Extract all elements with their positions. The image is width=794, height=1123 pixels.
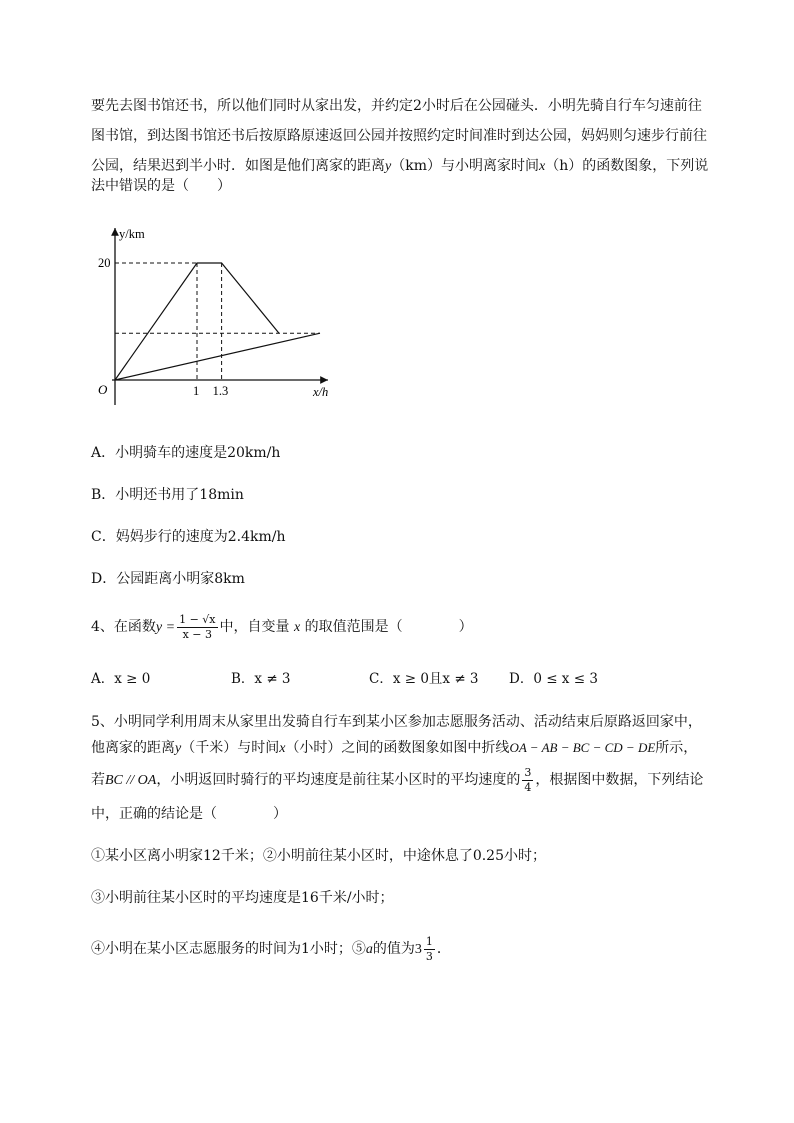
q3-option-a: A．小明骑车的速度是20km/h — [91, 445, 281, 461]
series-mom-line — [115, 333, 320, 380]
q5-parallel: BC // OA — [105, 773, 157, 788]
q5-var-a: a — [365, 942, 373, 957]
q4-suffix: 中，自变量 — [219, 619, 290, 635]
q4-var: x — [293, 620, 301, 635]
q3-text-line-2: 图书馆，到达图书馆还书后按原路原速返回公园并按照约定时间准时到达公园，妈妈则匀速步行前往 — [91, 128, 707, 144]
q5-line-1: 5、小明同学利用周末从家里出发骑自行车到某小区参加志愿服务活动、活动结束后原路返回家中， — [91, 714, 702, 730]
q3-line3-end: （h）的函数图象，下列说 — [545, 158, 709, 174]
q5-l2-b: （千米）与时间 — [181, 740, 280, 756]
q5-path: OA − AB − BC − CD − DE — [509, 740, 656, 755]
q3-line3-mid: （km）与小明离家时间 — [391, 158, 539, 174]
q5-line-3 — [91, 765, 703, 796]
x-tick-label-1: 1 — [193, 384, 200, 398]
q5-s3-b: 的值为 — [372, 941, 415, 957]
var-x: x — [538, 159, 546, 174]
q5-s3-end: ． — [436, 941, 451, 957]
var-y: y — [385, 159, 392, 174]
q5-l2-a: 他离家的距离 — [91, 740, 175, 756]
q5-line-4: 中，正确的结论是（ ） — [91, 806, 287, 822]
q4-suffix2: 的取值范围是（ ） — [304, 619, 473, 635]
q5-frac-num: 3 — [524, 765, 532, 779]
q5-frac-den: 4 — [524, 780, 532, 794]
q4-option-c: C．x ≥ 0且x ≠ 3 — [369, 671, 479, 687]
q5-statement-2: ③小明前往某小区时的平均速度是16千米/小时； — [91, 890, 394, 906]
q3-text-line-3 — [91, 156, 708, 177]
q4-option-b: B．x ≠ 3 — [231, 671, 291, 687]
q3-option-b: B．小明还书用了18min — [91, 487, 244, 503]
q5-fraction — [522, 766, 533, 795]
q5-s3-a: ④小明在某小区志愿服务的时间为1小时；⑤ — [91, 941, 366, 957]
q4-frac-den: x − 3 — [182, 627, 213, 641]
q5-line-2 — [91, 738, 697, 759]
q4-option-d: D．0 ≤ x ≤ 3 — [509, 671, 598, 687]
q3-text-line-4: 法中错误的是（ ） — [91, 178, 231, 194]
q3-option-c: C．妈妈步行的速度为2.4km/h — [91, 529, 286, 545]
q5-statement-3 — [91, 934, 451, 965]
q3-option-d: D．公园距离小明家8km — [91, 571, 245, 587]
distance-time-graph — [92, 220, 342, 405]
q5-mixed-num: 1 — [425, 934, 433, 948]
q5-l3-c: ，根据图中数据，下列结论 — [535, 772, 704, 788]
y-axis-label: y/km — [119, 227, 145, 241]
q5-var-x: x — [279, 741, 286, 756]
q4-prefix: 4、在函数 — [91, 619, 156, 635]
q4-question — [91, 612, 473, 643]
q5-statement-1: ①某小区离小明家12千米；②小明前往某小区时，中途休息了0.25小时； — [91, 848, 546, 864]
q4-fraction — [177, 613, 217, 642]
x-tick-label-1-3: 1.3 — [212, 384, 229, 398]
q3-line3-start: 公园，结果迟到半小时．如图是他们离家的距离 — [91, 158, 385, 174]
y-tick-label-20: 20 — [98, 256, 111, 270]
q5-mixed-fraction — [424, 935, 435, 964]
q4-frac-num: 1 − √x — [179, 612, 216, 626]
q5-l2-c: （小时）之间的函数图象如图中折线 — [285, 740, 510, 756]
q5-l2-d: 所示， — [655, 740, 698, 756]
q4-func-lhs: y = — [155, 620, 176, 635]
q3-text-line-1: 要先去图书馆还书，所以他们同时从家出发，并约定2小时后在公园碰头．小明先骑自行车匀速前往 — [91, 98, 702, 114]
q5-l3-b: ，小明返回时骑行的平均速度是前往某小区时的平均速度的 — [156, 772, 521, 788]
q5-var-y: y — [175, 741, 182, 756]
x-axis-label: x/h — [313, 385, 329, 399]
q5-l3-a: 若 — [91, 772, 105, 788]
origin-label: O — [98, 382, 108, 397]
q5-mixed-whole: 3 — [414, 942, 422, 957]
q5-mixed-den: 3 — [425, 949, 433, 963]
q4-option-a: A．x ≥ 0 — [91, 671, 151, 687]
